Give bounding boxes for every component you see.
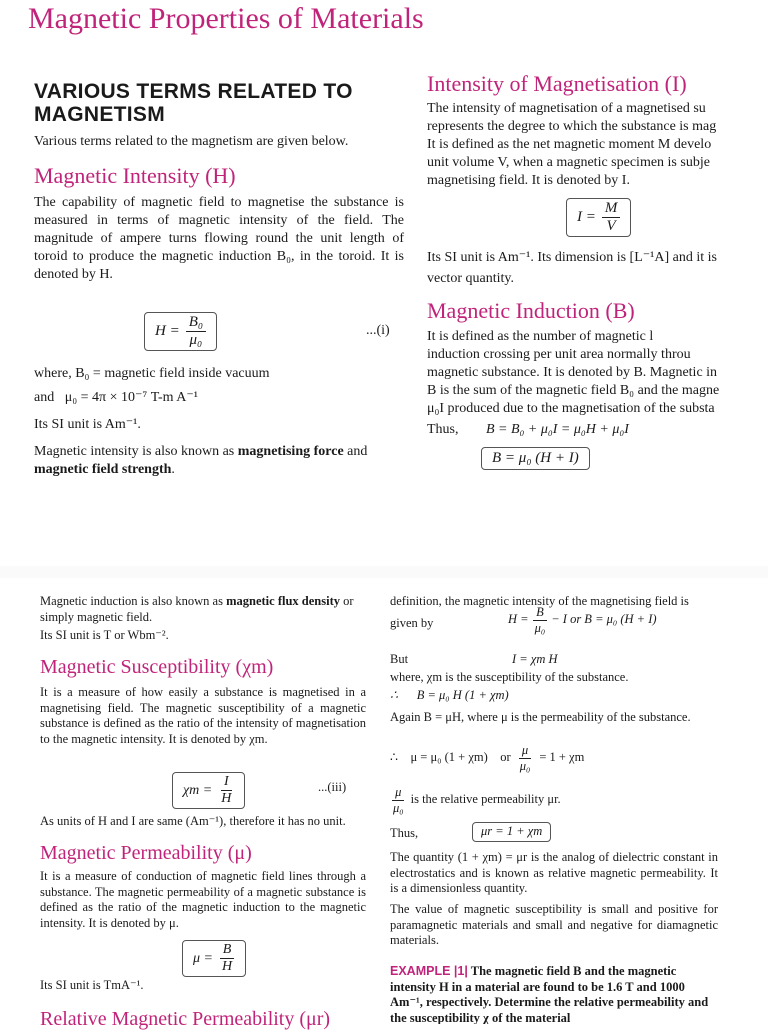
equation-fraction <box>186 315 206 348</box>
mu-relation <box>390 744 584 772</box>
equation-fraction <box>390 786 407 814</box>
magnetic-induction-heading: Magnetic Induction (B) <box>427 298 635 323</box>
equation-tag: ...(iii) <box>318 780 347 794</box>
fraction-denominator: V <box>606 218 616 234</box>
permeability-heading: Magnetic Permeability (μ) <box>40 842 252 864</box>
intensity-magnetisation-heading: Intensity of Magnetisation (I) <box>427 71 687 96</box>
induction-line: magnetic substance. It is denoted by B. Magnetic in <box>427 365 718 380</box>
flux-part: or simply magnetic field. <box>40 594 354 624</box>
equation-fraction <box>602 201 621 234</box>
given-equation <box>508 606 657 634</box>
example-text: The magnetic field B and the magnetic intensity H in a material are found to be 1.6 T and 1000 Am⁻¹, respectively. Determine the relative permeability and the susceptibility χ of the material <box>390 964 709 1024</box>
again-line: Again B = μH, where μ is the permeability of the substance. <box>390 710 691 724</box>
also-known-bold: magnetic field strength <box>34 462 172 477</box>
flux-bold: magnetic flux density <box>226 594 340 608</box>
boxed-b-equation <box>481 447 590 470</box>
equation-lhs: I = <box>577 209 596 225</box>
fraction-denominator: H <box>221 959 233 974</box>
no-unit-text: As units of H and I are same (Am⁻¹), therefore it has no unit. <box>40 814 346 828</box>
magnetic-intensity-heading: Magnetic Intensity (H) <box>34 163 236 188</box>
equation-i-box <box>566 198 631 237</box>
where-line: where, B₀ = magnetic field inside vacuum <box>34 366 270 381</box>
magnetic-intensity-text: The capability of magnetic field to magnetise the substance is measured in terms of magnetic intensity of the field. The magnitude of ampere turns flowing round the unit length of toroid to produce the magnetic induction B₀, in the toroid. It is denoted by H. <box>34 195 404 282</box>
equation-fraction <box>218 775 234 806</box>
relative-permeability-heading: Relative Magnetic Permeability (μr) <box>40 1008 331 1030</box>
also-known-text <box>34 443 404 479</box>
example-label: EXAMPLE |1| <box>390 964 468 978</box>
induction-line: induction crossing per unit area normally throu <box>427 347 691 362</box>
equation-lhs: χm = <box>183 782 213 798</box>
where-chi-line: where, χm is the susceptibility of the substance. <box>390 670 629 684</box>
therefore-equation: ∴ B = μ₀ H (1 + χm) <box>390 688 509 702</box>
permeability-si-unit: Its SI unit is TmA⁻¹. <box>40 978 144 992</box>
equation-fraction <box>219 943 235 974</box>
fraction-numerator: μ <box>392 786 404 801</box>
iom-si-line: vector quantity. <box>427 271 514 286</box>
susceptibility-text: It is a measure of how easily a substance is magnetised in a magnetising field. The magnetic susceptibility of a magnetic substance is defined as the ratio of the intensity of magnetisation to the magnetic intensity. It is denoted by χm. <box>40 685 366 746</box>
relative-permeability-line <box>390 786 561 814</box>
equation-lhs: μ = <box>193 950 213 966</box>
equation-lhs: H = <box>155 323 180 339</box>
fraction-numerator: μ <box>519 744 531 759</box>
iom-line: unit volume V, when a magnetic specimen is subje <box>427 155 710 170</box>
fraction-denominator: μ₀ <box>519 758 531 773</box>
quantity-text: The quantity (1 + χm) = μr is the analog of dielectric constant in electrostatics and is known as relative magnetic permeability. It is a dimensionless quantity. <box>390 850 718 895</box>
thus-label: Thus, <box>427 422 459 437</box>
equation-lhs: H = <box>508 612 529 627</box>
fraction-denominator: μ₀ <box>534 620 546 635</box>
boxed-mur-equation <box>472 822 551 842</box>
induction-line: μ₀I produced due to the magnetisation of the substa <box>427 401 715 416</box>
induction-line: It is defined as the number of magnetic l <box>427 329 654 344</box>
relative-text: is the relative permeability μr. <box>410 792 561 807</box>
boxed-mur-text: μr = 1 + χm <box>481 824 543 838</box>
fraction-denominator: μ₀ <box>393 800 404 815</box>
and-line: and μ₀ = 4π × 10⁻⁷ T-m A⁻¹ <box>34 390 198 405</box>
flux-part: Magnetic induction is also known as <box>40 594 227 608</box>
equation-mu-box <box>182 940 246 977</box>
thus-equation: B = B₀ + μ₀I = μ₀H + μ₀I <box>486 422 629 437</box>
si-unit-line: Its SI unit is Am⁻¹. <box>34 417 141 432</box>
fraction-numerator: B₀ <box>186 315 206 332</box>
equation-fraction <box>532 606 549 634</box>
various-terms-heading: VARIOUS TERMS RELATED TO MAGNETISM <box>34 80 353 126</box>
flux-si-unit: Its SI unit is T or Wbm⁻². <box>40 628 169 642</box>
equation-h-box <box>144 312 217 351</box>
mu-equation: ∴ μ = μ₀ (1 + χm) or <box>390 750 511 765</box>
but-label: But <box>390 652 409 666</box>
equation-chi-box <box>172 772 245 809</box>
iom-line: It is defined as the net magnetic moment M develo <box>427 137 712 152</box>
also-known-part: and <box>343 444 368 459</box>
fraction-numerator: I <box>221 775 232 791</box>
thus-label: Thus, <box>390 826 419 840</box>
permeability-text: It is a measure of conduction of magnetic field lines through a substance. The magnetic permeability of a magnetic substance is defined as the ratio of the magnetic induction to the magnetic intensity. It is denoted by μ. <box>40 869 366 930</box>
also-known-part: Magnetic intensity is also known as <box>34 444 238 459</box>
mu-ratio-rest: = 1 + χm <box>539 750 585 765</box>
equation-tag: ...(i) <box>366 323 390 338</box>
iom-line: The intensity of magnetisation of a magnetised su <box>427 101 706 116</box>
also-known-part: . <box>171 462 175 477</box>
fraction-numerator: B <box>220 943 235 959</box>
page-divider <box>0 566 768 578</box>
iom-line: magnetising field. It is denoted by I. <box>427 173 630 188</box>
fraction-numerator: M <box>602 201 621 218</box>
induction-line: B is the sum of the magnetic field B₀ and the magne <box>427 383 720 398</box>
iom-si-line: Its SI unit is Am⁻¹. Its dimension is [L⁻¹A] and it is <box>427 250 717 265</box>
value-text: The value of magnetic susceptibility is small and positive for paramagnetic materials and small and negative for diamagnetic materials. <box>390 902 718 947</box>
fraction-numerator: B <box>533 606 547 621</box>
example-1 <box>390 964 718 1024</box>
flux-density-text <box>40 594 366 625</box>
iom-line: represents the degree to which the substance is mag <box>427 119 717 134</box>
also-known-bold: magnetising force <box>237 444 344 459</box>
fraction-denominator: H <box>221 791 232 806</box>
equation-fraction <box>517 744 534 772</box>
equation-rest: − I or B = μ₀ (H + I) <box>551 612 657 627</box>
intro-text: Various terms related to the magnetism are given below. <box>34 134 349 149</box>
susceptibility-heading: Magnetic Susceptibility (χm) <box>40 656 274 678</box>
fraction-denominator: μ₀ <box>189 332 203 348</box>
definition-line: definition, the magnetic intensity of the magnetising field is <box>390 594 689 608</box>
boxed-b-text: B = μ₀ (H + I) <box>492 450 579 466</box>
given-by-label: given by <box>390 616 434 630</box>
but-equation: I = χm H <box>512 652 558 666</box>
page-title: Magnetic Properties of Materials <box>28 2 424 35</box>
